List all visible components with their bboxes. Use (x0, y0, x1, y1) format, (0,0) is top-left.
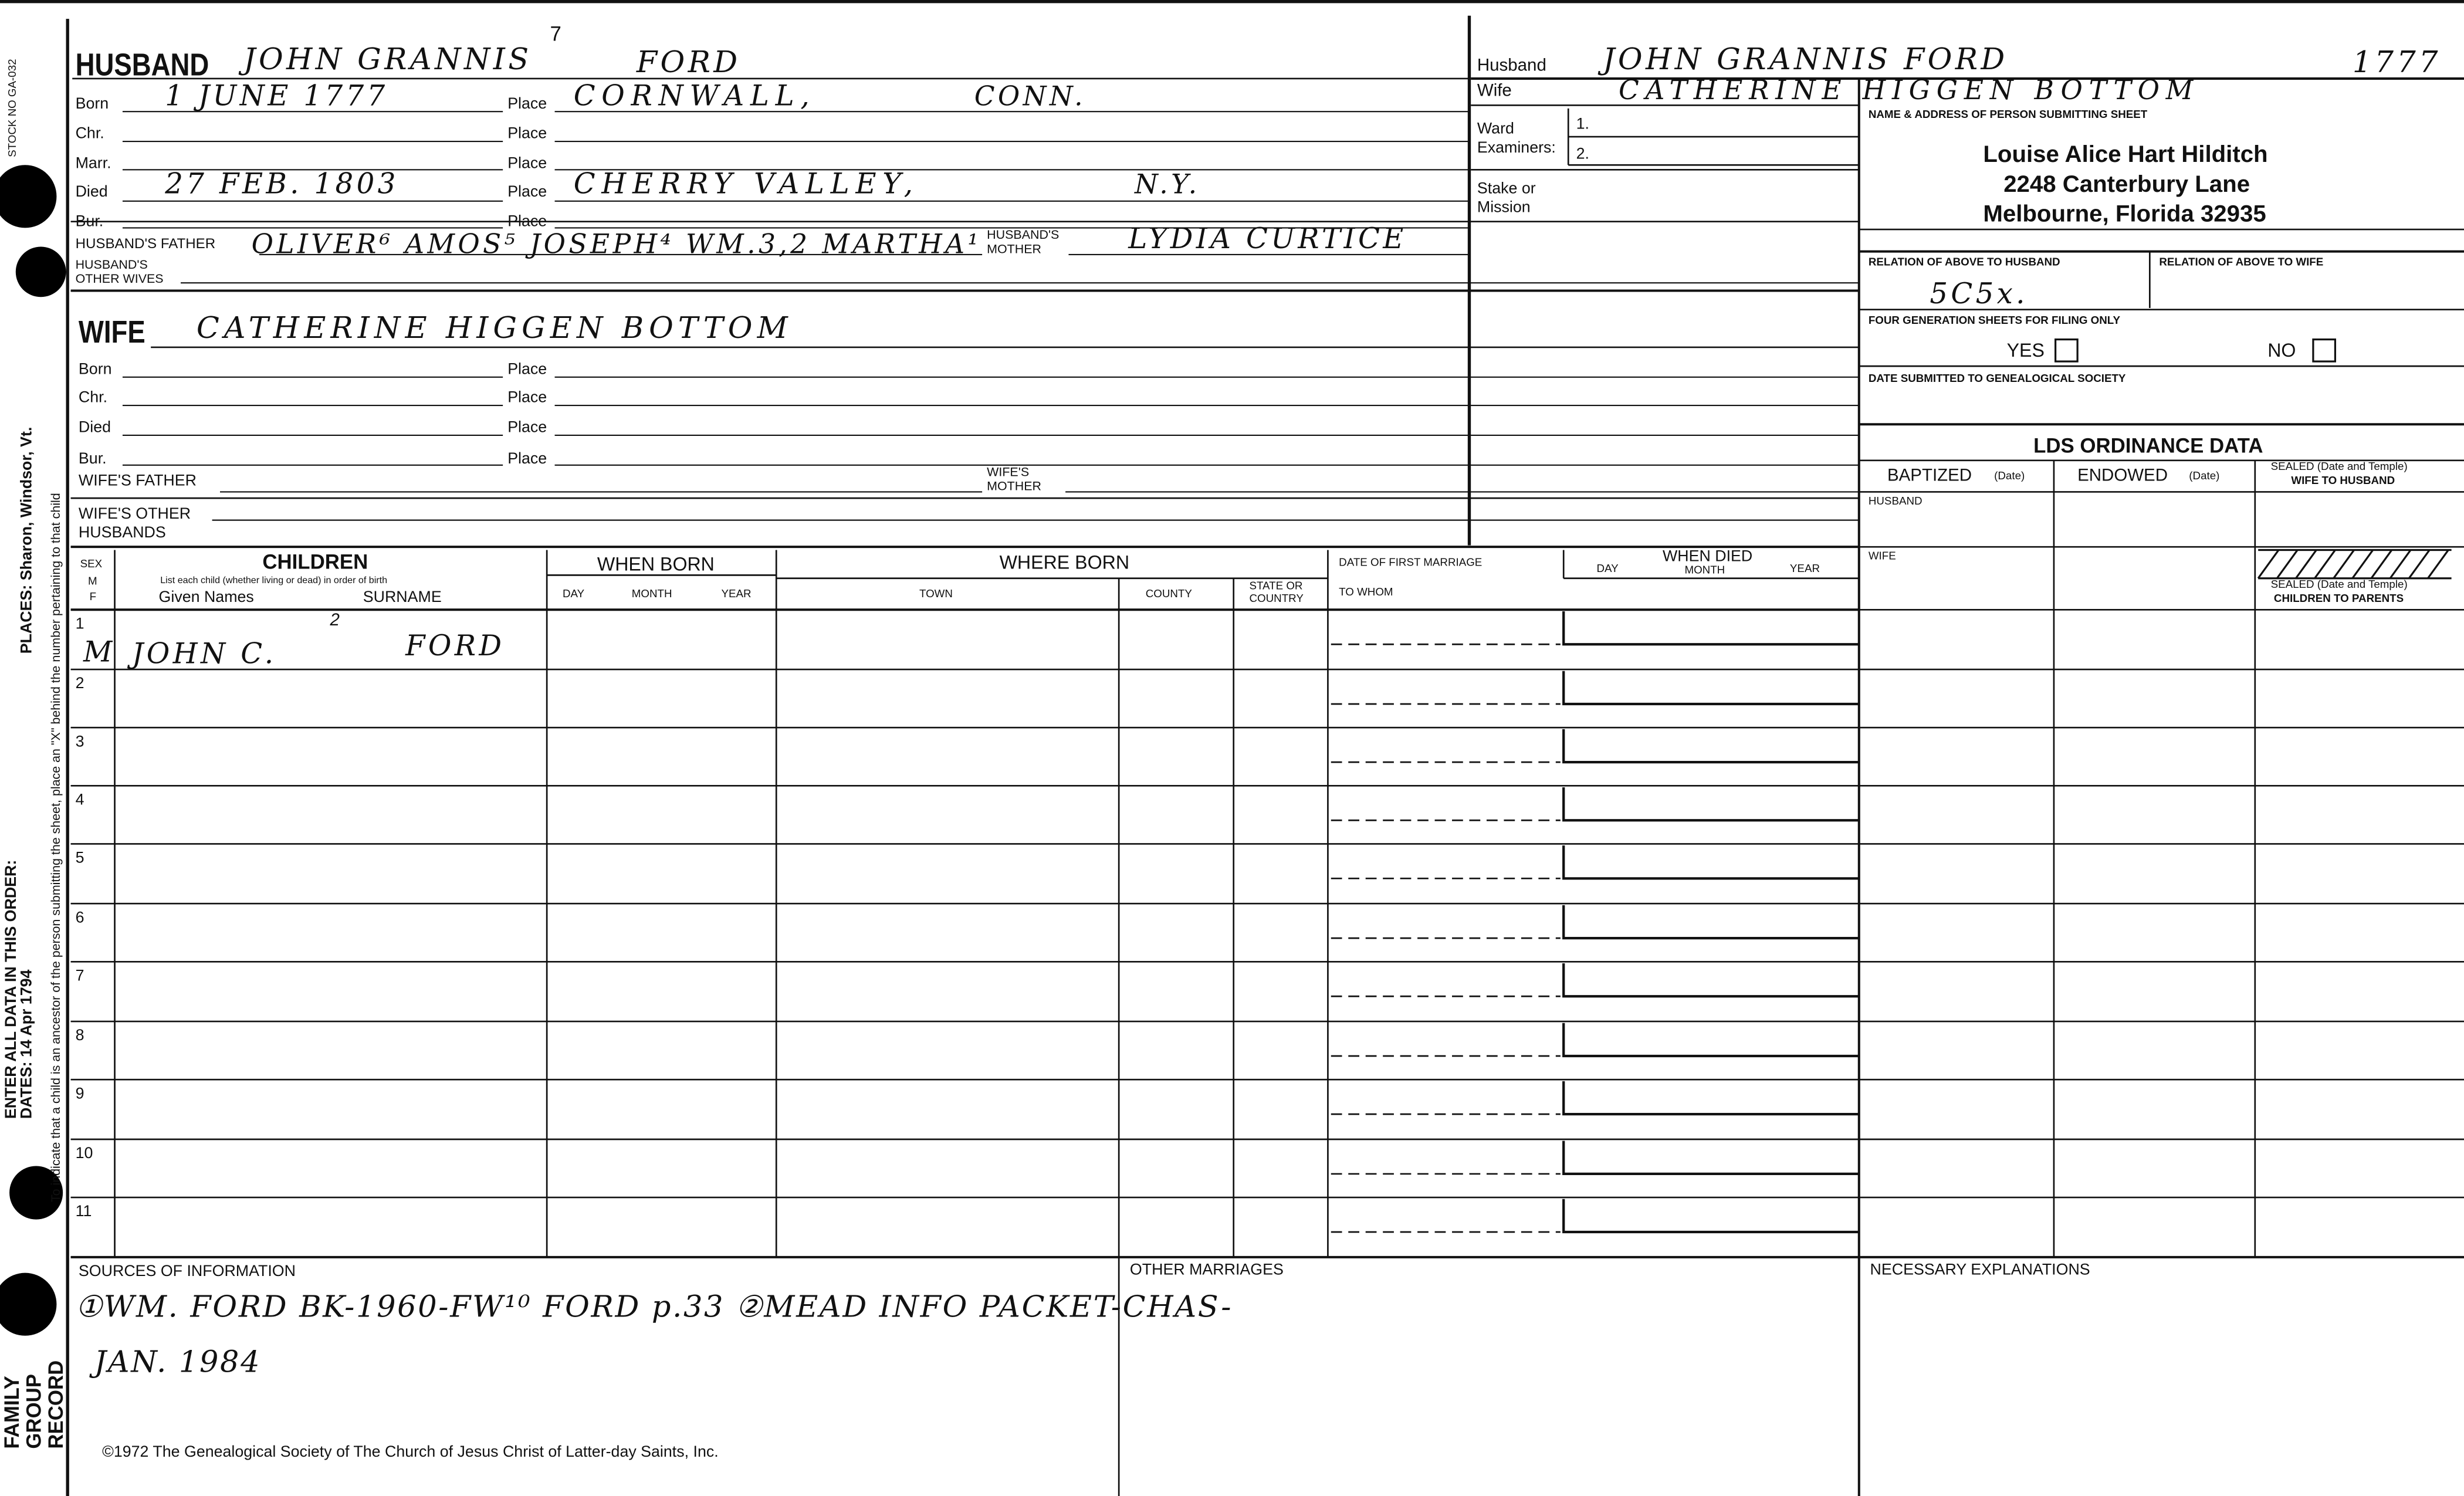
copyright-notice: ©1972 The Genealogical Society of The Church of Jesus Christ of Latter-day Saints, Inc. (102, 1444, 719, 1462)
child-row[interactable] (71, 903, 1859, 962)
wife-place-label: Place (507, 361, 547, 379)
sex-f-label: F (89, 592, 97, 604)
stock-number: STOCK NO GA-032 (8, 59, 19, 157)
children-note: List each child (whether living or dead) in order of birth (160, 577, 388, 587)
header-wife-label: Wife (1477, 82, 1512, 101)
wife-heading: WIFE (78, 316, 145, 351)
stake-label-1: Stake or (1477, 181, 1536, 198)
child-row[interactable] (71, 786, 1859, 844)
child-row[interactable] (71, 669, 1859, 727)
necessary-explanations-label: NECESSARY EXPLANATIONS (1870, 1261, 2090, 1280)
husband-event-state[interactable]: CONN. (974, 82, 1086, 113)
husband-event-state[interactable]: N.Y. (1134, 170, 1200, 201)
husband-born-label: Born (75, 96, 109, 113)
first-marriage-label: DATE OF FIRST MARRIAGE (1339, 557, 1483, 569)
record-title-2: GROUP (22, 1373, 46, 1449)
husband-event-date[interactable]: 1 JUNE 1777 (165, 80, 388, 113)
husband-died-label: Died (75, 184, 108, 201)
child-row[interactable] (71, 1197, 1859, 1257)
submitter-city[interactable]: Melbourne, Florida 32935 (1983, 201, 2266, 228)
died-month-label: MONTH (1684, 566, 1725, 577)
child-surname[interactable]: FORD (405, 630, 505, 664)
child-source-note: 2 (330, 611, 340, 631)
punch-hole-2 (16, 247, 66, 297)
relation-husband-value[interactable]: 5C5x. (1930, 278, 2028, 312)
sealed-children-label-1: SEALED (Date and Temple) (2270, 580, 2408, 591)
date-submitted-label: DATE SUBMITTED TO GENEALOGICAL SOCIETY (1868, 374, 2126, 385)
husband-place-label: Place (507, 214, 547, 231)
child-row[interactable] (71, 1139, 1859, 1197)
wife-died-label: Died (78, 419, 111, 437)
child-number: 6 (75, 909, 84, 928)
given-names-label: Given Names (158, 589, 254, 607)
child-number: 8 (75, 1027, 84, 1045)
child-given-name[interactable]: JOHN C. (132, 638, 277, 671)
sources-line-1[interactable]: ①WM. FORD BK-1960-FW¹⁰ FORD p.33 ②MEAD INFO PACKET-CHAS- (75, 1290, 1233, 1325)
child-number: 2 (75, 675, 84, 693)
lds-title: LDS ORDINANCE DATA (2033, 434, 2263, 458)
child-number: 10 (75, 1145, 93, 1163)
husband-chr-label: Chr. (75, 126, 104, 143)
husband-mother-label-2: MOTHER (987, 242, 1042, 256)
born-day-label: DAY (562, 589, 585, 601)
child-row[interactable] (71, 727, 1859, 786)
sealed-wife-label-1: SEALED (Date and Temple) (2270, 462, 2408, 473)
husband-place-label: Place (507, 184, 547, 201)
child-number: 5 (75, 850, 84, 868)
lds-wife-row: WIFE (1868, 551, 1896, 563)
husband-event-date[interactable]: 27 FEB. 1803 (165, 168, 399, 201)
examiner-2-label: 2. (1576, 146, 1589, 164)
wife-name[interactable]: CATHERINE HIGGEN BOTTOM (196, 311, 793, 346)
state-label-1: STATE OR (1249, 581, 1303, 593)
where-born-label: WHERE BORN (999, 551, 1130, 574)
order-label: ENTER ALL DATA IN THIS ORDER: (3, 859, 21, 1119)
relation-husband-label: RELATION OF ABOVE TO HUSBAND (1868, 258, 2060, 269)
husband-father-value[interactable]: OLIVER⁶ AMOS⁵ JOSEPH⁴ WM.3,2 MARTHA¹ (251, 229, 982, 261)
child-number: 7 (75, 968, 84, 986)
husband-marr-label: Marr. (75, 155, 111, 173)
child-number: 1 (75, 616, 84, 634)
submitter-label: NAME & ADDRESS OF PERSON SUBMITTING SHEET (1868, 110, 2148, 121)
wife-other-husbands-label-1: WIFE'S OTHER (78, 506, 191, 523)
wife-mother-label-1: WIFE'S (987, 465, 1030, 479)
no-checkbox[interactable] (2313, 340, 2336, 362)
county-label: COUNTY (1145, 589, 1192, 601)
header-husband-value[interactable]: JOHN GRANNIS FORD (1603, 42, 2008, 77)
header-wife-value[interactable]: CATHERINE HIGGEN BOTTOM (1618, 75, 2199, 107)
wife-bur-label: Bur. (78, 451, 107, 469)
lds-husband-row: HUSBAND (1868, 496, 1923, 508)
husband-given-name[interactable]: JOHN GRANNIS (243, 42, 532, 77)
child-number: 4 (75, 792, 84, 810)
header-year[interactable]: 1777 (2352, 45, 2441, 80)
when-died-label: WHEN DIED (1662, 548, 1753, 566)
dates-label: DATES: 14 Apr 1794 (19, 969, 36, 1119)
born-month-label: MONTH (631, 589, 672, 601)
yes-label: YES (2006, 339, 2045, 362)
ancestor-instruction: To indicate that a child is an ancestor of the person submitting the sheet, place an "X" behind the number pertaining to that child (49, 493, 63, 1203)
relation-wife-label: RELATION OF ABOVE TO WIFE (2159, 258, 2324, 269)
record-title-1: FAMILY (0, 1376, 24, 1449)
sex-label: SEX (80, 559, 103, 571)
stake-label-2: Mission (1477, 199, 1531, 217)
baptized-label: BAPTIZED (1887, 466, 1972, 486)
examiner-1-label: 1. (1576, 116, 1589, 134)
husband-place-label: Place (507, 126, 547, 143)
endowed-date-note: (Date) (2189, 471, 2220, 483)
died-day-label: DAY (1596, 564, 1619, 576)
husband-event-place[interactable]: CORNWALL, (573, 80, 816, 113)
submitter-street[interactable]: 2248 Canterbury Lane (2003, 171, 2250, 198)
husband-mother-value[interactable]: LYDIA CURTICE (1128, 223, 1407, 256)
wife-father-label: WIFE'S FATHER (78, 473, 197, 490)
wife-place-label: Place (507, 390, 547, 407)
town-label: TOWN (919, 589, 953, 601)
husband-mother-label-1: HUSBAND'S (987, 228, 1060, 242)
to-whom-label: TO WHOM (1339, 587, 1393, 599)
when-born-label: WHEN BORN (597, 553, 715, 576)
died-year-label: YEAR (1789, 564, 1820, 576)
wife-chr-label: Chr. (78, 390, 108, 407)
sealed-wife-label-2: WIFE TO HUSBAND (2291, 476, 2395, 488)
wife-born-label: Born (78, 361, 112, 379)
child-number: 11 (75, 1203, 92, 1221)
husband-place-label: Place (507, 155, 547, 173)
ward-label: Ward (1477, 121, 1514, 138)
places-label: PLACES: Sharon, Windsor, Vt. (19, 427, 36, 654)
four-generation-label: FOUR GENERATION SHEETS FOR FILING ONLY (1868, 316, 2121, 327)
child-row[interactable] (71, 1021, 1859, 1079)
child-row[interactable] (71, 962, 1859, 1021)
wife-place-label: Place (507, 451, 547, 469)
baptized-date-note: (Date) (1994, 471, 2025, 483)
sealed-children-label-2: CHILDREN TO PARENTS (2273, 594, 2404, 605)
child-sex[interactable]: M (83, 636, 116, 670)
husband-event-place[interactable]: CHERRY VALLEY, (573, 168, 919, 201)
no-label: NO (2267, 339, 2296, 362)
examiners-label: Examiners: (1477, 140, 1556, 157)
sex-m-label: M (88, 577, 97, 588)
sources-label: SOURCES OF INFORMATION (78, 1263, 296, 1281)
wife-other-husbands-label-2: HUSBANDS (78, 524, 166, 543)
child-row[interactable] (71, 1079, 1859, 1139)
child-number: 9 (75, 1085, 84, 1104)
wife-mother-label-2: MOTHER (987, 479, 1042, 494)
yes-checkbox[interactable] (2056, 340, 2078, 362)
husband-generation: 7 (550, 22, 561, 46)
state-label-2: COUNTRY (1249, 594, 1304, 605)
surname-label: SURNAME (363, 589, 442, 607)
born-year-label: YEAR (721, 589, 752, 601)
children-title: CHILDREN (262, 550, 368, 574)
husband-bur-label: Bur. (75, 214, 104, 231)
child-row[interactable] (71, 844, 1859, 903)
husband-surname[interactable]: FORD (636, 45, 741, 80)
wife-place-label: Place (507, 419, 547, 437)
header-husband-label: Husband (1477, 56, 1546, 76)
husband-other-wives-label-1: HUSBAND'S (75, 258, 148, 272)
endowed-label: ENDOWED (2077, 466, 2168, 486)
other-marriages-label: OTHER MARRIAGES (1129, 1261, 1284, 1280)
record-title-3: RECORD (44, 1360, 68, 1449)
child-number: 3 (75, 733, 84, 752)
sources-line-2[interactable]: JAN. 1984 (94, 1345, 262, 1380)
husband-place-label: Place (507, 96, 547, 113)
husband-other-wives-label-2: OTHER WIVES (75, 272, 164, 286)
husband-father-label: HUSBAND'S FATHER (75, 235, 216, 252)
husband-heading: HUSBAND (75, 49, 209, 83)
submitter-name[interactable]: Louise Alice Hart Hilditch (1983, 141, 2268, 168)
